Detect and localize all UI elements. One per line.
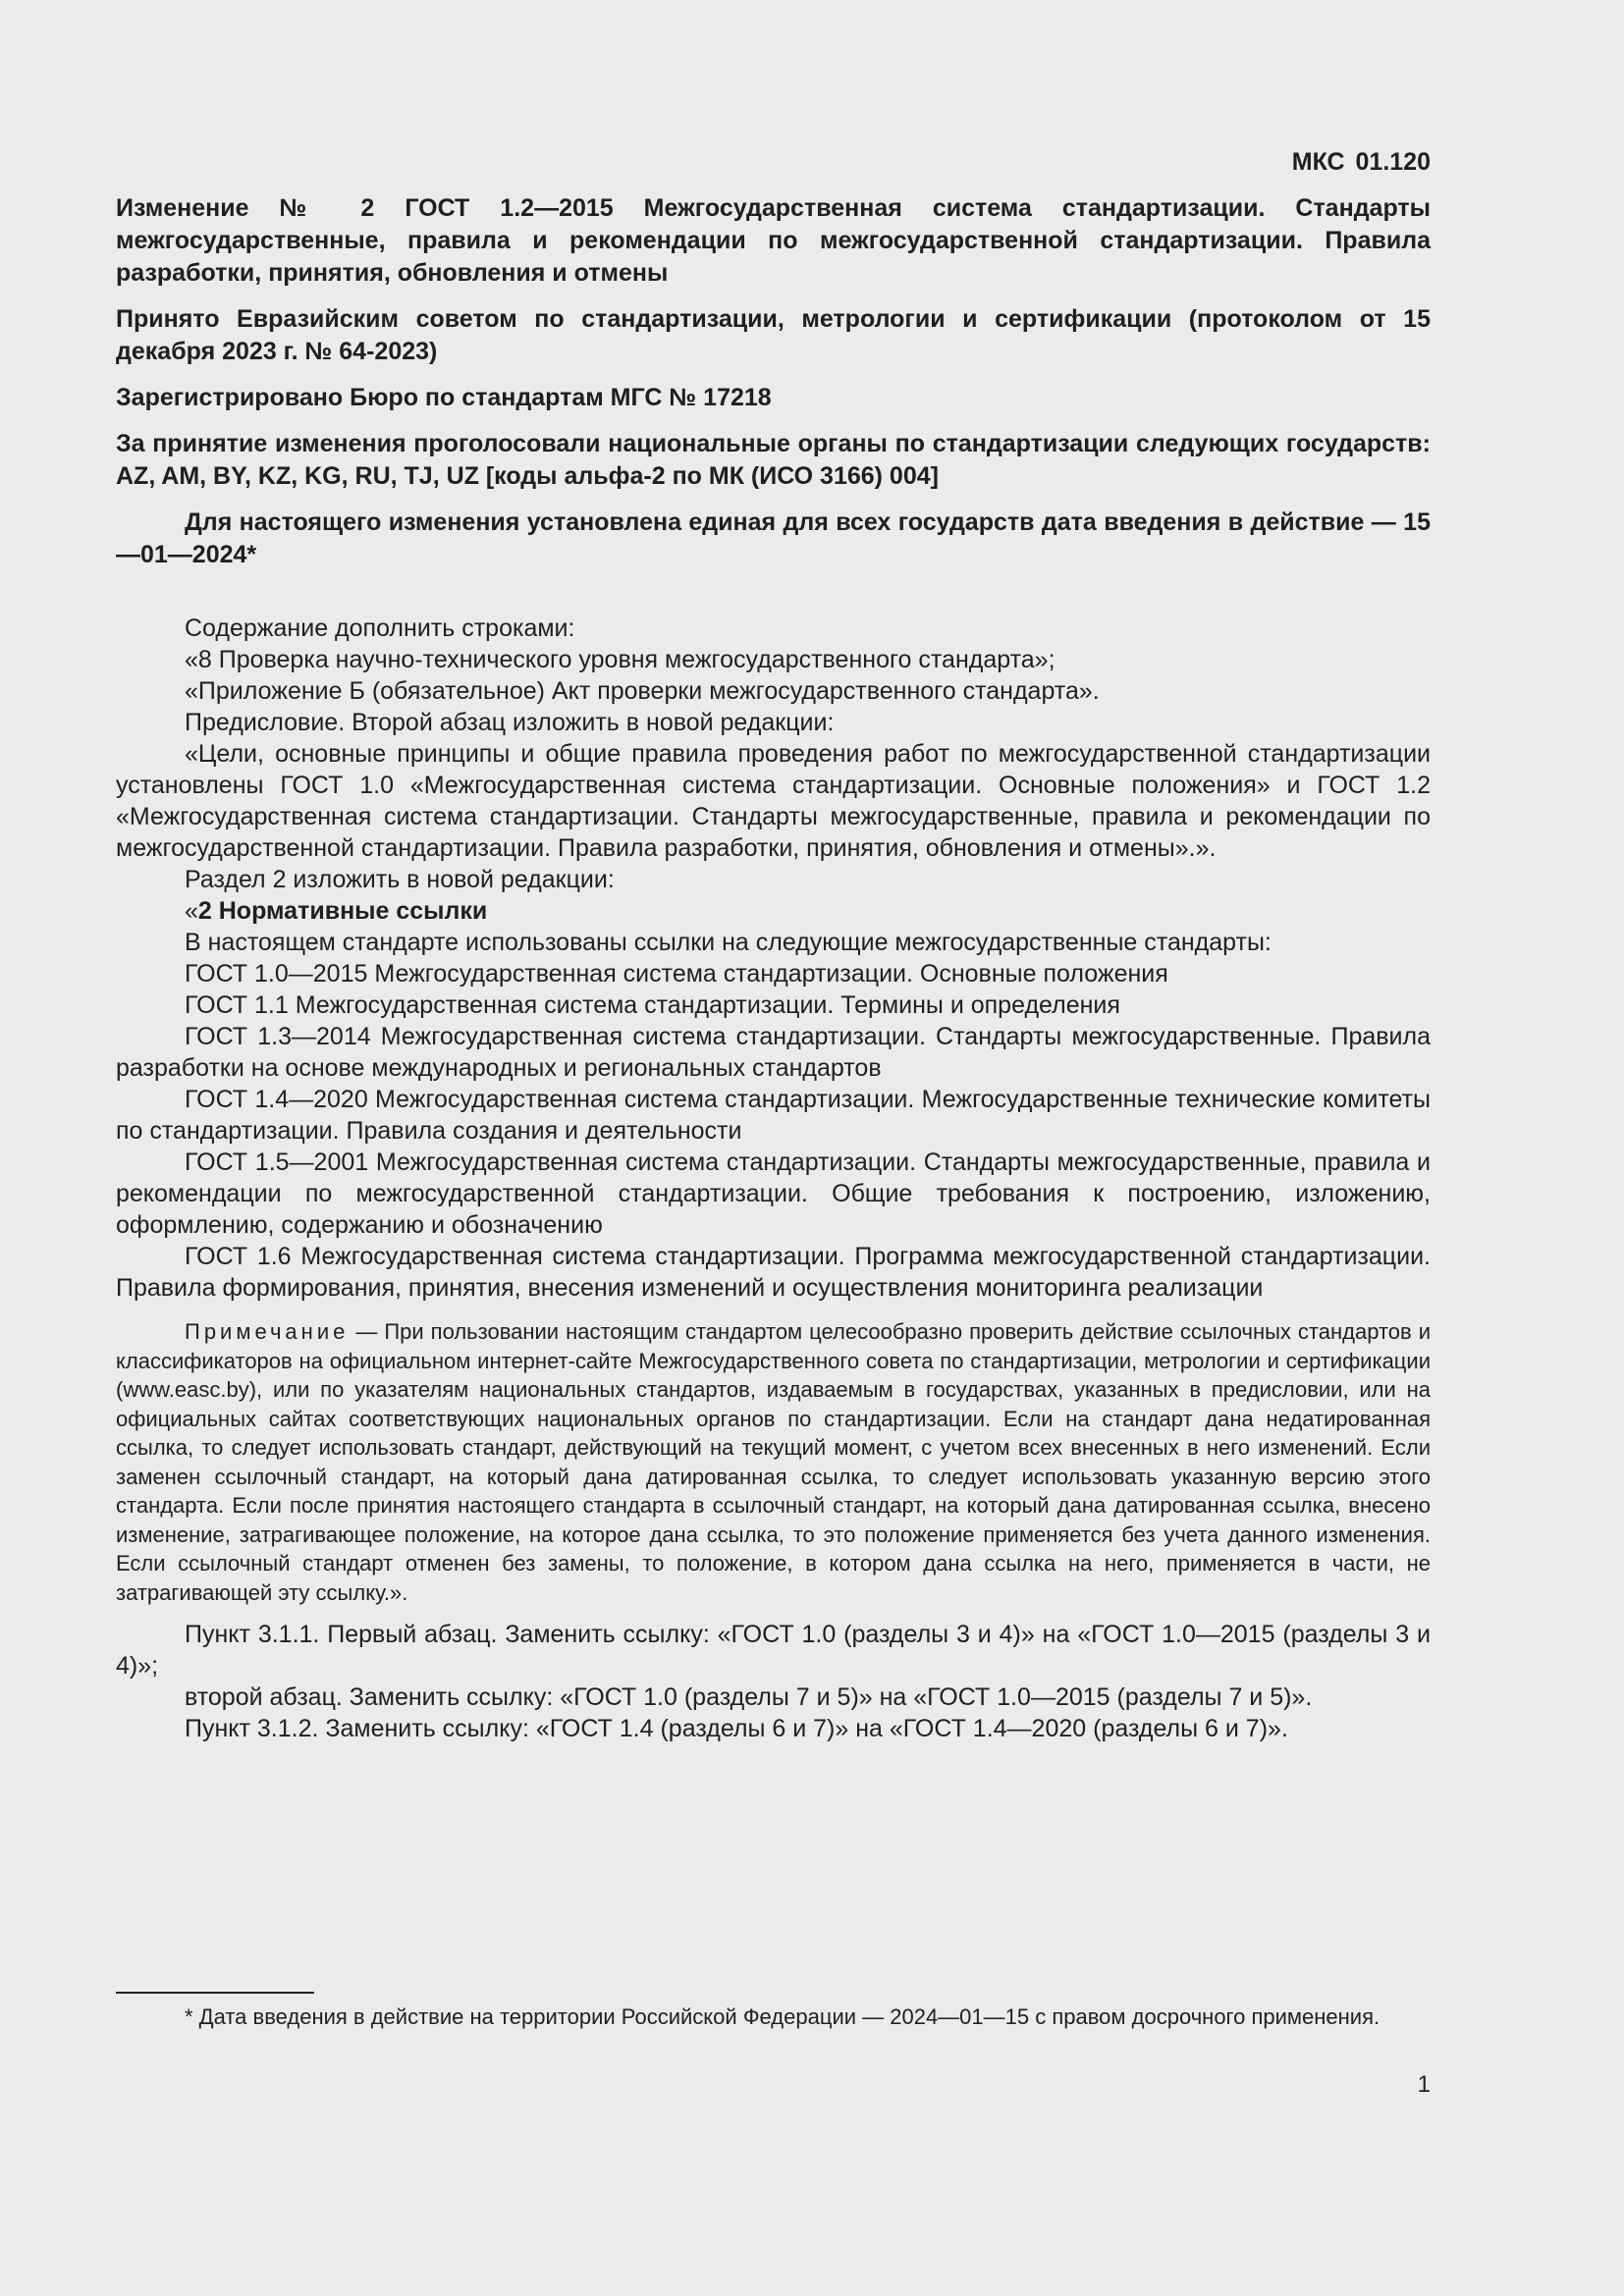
amendment-body [116, 613, 1431, 1744]
foreword-intro: Предисловие. Второй абзац изложить в новой редакции: [185, 709, 835, 736]
amendment-title: Изменение № 2 ГОСТ 1.2—2015 Межгосударственная система стандартизации. Стандарты межгосударственные, правила и рекомендации по межгосударственной стандартизации. Правила разработки, принятия, обновления и отмены [116, 194, 1431, 287]
reference-item: ГОСТ 1.5—2001 Межгосударственная система стандартизации. Стандарты межгосударственные, правила и рекомендации по межгосударственной стандартизации. Общие требования к построению, изложению, оформлению, содержанию и обозначению [116, 1148, 1431, 1239]
item-3-1-1-para1: Пункт 3.1.1. Первый абзац. Заменить ссылку: «ГОСТ 1.0 (разделы 3 и 4)» на «ГОСТ 1.0—2015 (разделы 3 и 4)»; [116, 1621, 1431, 1680]
page-number: 1 [1417, 2071, 1431, 2098]
adopted-statement: Принято Евразийским советом по стандартизации, метрологии и сертификации (протоколом от 15 декабря 2023 г. № 64-2023) [116, 305, 1431, 365]
reference-item: ГОСТ 1.4—2020 Межгосударственная система стандартизации. Межгосударственные технические комитеты по стандартизации. Правила создания и деятельности [116, 1086, 1431, 1145]
opening-quote: « [185, 897, 198, 925]
item-3-1-2: Пункт 3.1.2. Заменить ссылку: «ГОСТ 1.4 (разделы 6 и 7)» на «ГОСТ 1.4—2020 (разделы 6 и 7)». [185, 1715, 1288, 1742]
reference-item: ГОСТ 1.6 Межгосударственная система стандартизации. Программа межгосударственной стандартизации. Правила формирования, принятия, внесения изменений и осуществления мониторинга реализации [116, 1243, 1431, 1302]
note-text: — При пользовании настоящим стандартом целесообразно проверить действие ссылочных стандартов и классификаторов на официальном интернет-сайте Межгосударственного совета по стандартизации, метрологии и сертификации (www.easc.by), или по указателям национальных стандартов, издаваемым в государствах, указанных в предисловии, или на официальных сайтах соответствующих национальных органов по стандартизации. Если на стандарт дана недатированная ссылка, то следует использовать стандарт, действующий на текущий момент, с учетом всех внесенных в него изменений. Если заменен ссылочный стандарт, на который дана датированная ссылка, то следует использовать указанную версию этого стандарта. Если после принятия настоящего стандарта в ссылочный стандарт, на который дана датированная ссылка, внесено изменение, затрагивающее положение, на которое дана ссылка, то это положение применяется без учета данного изменения. Если ссылочный стандарт отменен без замены, то положение, в котором дана ссылка на него, применяется в части, не затрагивающей эту ссылку.». [116, 1319, 1431, 1605]
reference-item: ГОСТ 1.3—2014 Межгосударственная система стандартизации. Стандарты межгосударственные. Правила разработки на основе международных и региональных стандартов [116, 1023, 1431, 1082]
mks-code: МКС 01.120 [1291, 148, 1431, 176]
registration-statement: Зарегистрировано Бюро по стандартам МГС № 17218 [116, 384, 772, 411]
note [116, 1317, 1431, 1607]
contents-intro: Содержание дополнить строками: [185, 614, 575, 642]
foreword-text: «Цели, основные принципы и общие правила проведения работ по межгосударственной стандартизации установлены ГОСТ 1.0 «Межгосударственная система стандартизации. Основные положения» и ГОСТ 1.2 «Межгосударственная система стандартизации. Стандарты межгосударственные, правила и рекомендации по межгосударственной стандартизации. Правила разработки, принятия, обновления и отмены».». [116, 740, 1431, 862]
item-3-1-1-para2: второй абзац. Заменить ссылку: «ГОСТ 1.0 (разделы 7 и 5)» на «ГОСТ 1.0—2015 (разделы 7 и 5)». [185, 1683, 1313, 1711]
footnote: * Дата введения в действие на территории Российской Федерации — 2024—01—15 с правом досрочного применения. [185, 2004, 1380, 2029]
voting-statement: За принятие изменения проголосовали национальные органы по стандартизации следующих государств: AZ, AM, BY, KZ, KG, RU, TJ, UZ [коды альфа-2 по МК (ИСО 3166) 004] [116, 430, 1431, 490]
reference-item: ГОСТ 1.0—2015 Межгосударственная система стандартизации. Основные положения [185, 960, 1168, 988]
refs-intro: В настоящем стандарте использованы ссылки на следующие межгосударственные стандарты: [185, 929, 1272, 956]
section2-title: 2 Нормативные ссылки [197, 897, 488, 925]
reference-item: ГОСТ 1.1 Межгосударственная система стандартизации. Термины и определения [185, 991, 1120, 1019]
section2-heading [116, 895, 1431, 927]
note-label: Примечание [185, 1319, 350, 1344]
section2-intro: Раздел 2 изложить в новой редакции: [185, 866, 615, 893]
document-page [116, 145, 1431, 1744]
contents-line: «8 Проверка научно-технического уровня межгосударственного стандарта»; [185, 646, 1056, 673]
contents-line: «Приложение Б (обязательное) Акт проверки межгосударственного стандарта». [185, 677, 1100, 705]
footnote-divider [116, 1992, 314, 1994]
effective-date-statement: Для настоящего изменения установлена единая для всех государств дата введения в действие — 15—01—2024* [116, 508, 1431, 568]
